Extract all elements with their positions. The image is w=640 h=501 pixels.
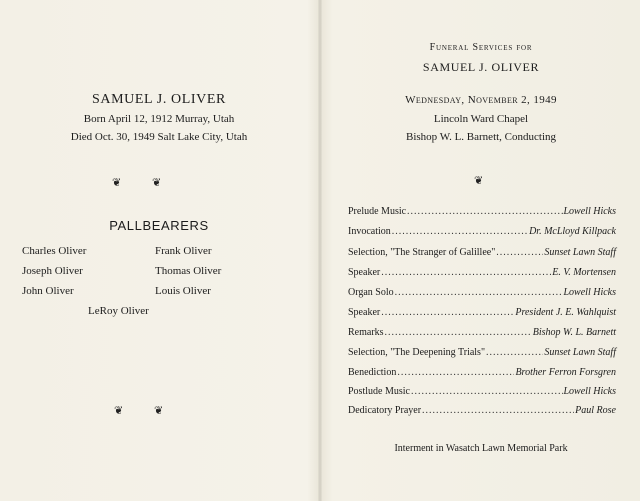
program-item: Prelude Music bbox=[348, 206, 407, 217]
floral-ornament-icon: ❦ ❦ bbox=[114, 405, 178, 417]
program-row bbox=[348, 247, 616, 261]
program-performer: Sunset Lawn Staff bbox=[544, 247, 616, 258]
program-item: Speaker bbox=[348, 307, 381, 318]
program-item: Organ Solo bbox=[348, 287, 394, 298]
leader-dots bbox=[381, 307, 514, 318]
program-item: Benediction bbox=[348, 367, 397, 378]
leader-dots bbox=[392, 226, 528, 237]
pallbearer-name: Thomas Oliver bbox=[155, 265, 222, 277]
deceased-name: SAMUEL J. OLIVER bbox=[92, 92, 226, 107]
services-title: Funeral Services for bbox=[429, 42, 533, 53]
program-performer: Dr. McLloyd Killpack bbox=[529, 226, 616, 237]
program-row bbox=[348, 267, 616, 281]
program-item: Selection, "The Deepening Trials" bbox=[348, 347, 486, 358]
leader-dots bbox=[395, 287, 563, 298]
leader-dots bbox=[407, 206, 562, 217]
chapel-name: Lincoln Ward Chapel bbox=[433, 113, 529, 125]
program-row bbox=[348, 206, 616, 220]
floral-ornament-icon: ❦ bbox=[474, 175, 498, 187]
program-row bbox=[348, 386, 616, 400]
service-date: Wednesday, November 2, 1949 bbox=[405, 94, 557, 106]
program-row bbox=[348, 287, 616, 301]
left-panel bbox=[0, 0, 318, 501]
pallbearer-name: Joseph Oliver bbox=[22, 265, 83, 277]
birth-line: Born April 12, 1912 Murray, Utah bbox=[83, 113, 235, 125]
pallbearer-name: John Oliver bbox=[22, 285, 74, 297]
pallbearer-name: Frank Oliver bbox=[155, 245, 212, 257]
leader-dots bbox=[496, 247, 543, 258]
program-performer: E. V. Mortensen bbox=[552, 267, 616, 278]
pallbearer-name: Louis Oliver bbox=[155, 285, 211, 297]
leader-dots bbox=[422, 405, 574, 416]
program-performer: Lowell Hicks bbox=[563, 206, 616, 217]
pallbearer-name: LeRoy Oliver bbox=[88, 305, 149, 317]
interment-line: Interment in Wasatch Lawn Memorial Park bbox=[394, 443, 568, 454]
program-item: Invocation bbox=[348, 226, 391, 237]
program-performer: Sunset Lawn Staff bbox=[544, 347, 616, 358]
program-performer: President J. E. Wahlquist bbox=[515, 307, 616, 318]
program-item: Selection, "The Stranger of Galillee" bbox=[348, 247, 496, 258]
program-performer: Paul Rose bbox=[575, 405, 616, 416]
program-row bbox=[348, 347, 616, 361]
floral-ornament-icon: ❦ ❦ bbox=[112, 177, 176, 189]
program-row bbox=[348, 307, 616, 321]
program-row bbox=[348, 405, 616, 419]
program-row bbox=[348, 226, 616, 240]
leader-dots bbox=[397, 367, 514, 378]
leader-dots bbox=[411, 386, 563, 397]
right-panel bbox=[322, 0, 640, 501]
program-performer: Brother Ferron Forsgren bbox=[515, 367, 616, 378]
program-item: Remarks bbox=[348, 327, 384, 338]
death-line: Died Oct. 30, 1949 Salt Lake City, Utah bbox=[70, 131, 248, 143]
program-performer: Lowell Hicks bbox=[563, 386, 616, 397]
pallbearers-title: PALLBEARERS bbox=[109, 218, 209, 233]
leader-dots bbox=[486, 347, 543, 358]
conducting-line: Bishop W. L. Barnett, Conducting bbox=[405, 131, 557, 143]
program-item: Dedicatory Prayer bbox=[348, 405, 422, 416]
program-performer: Bishop W. L. Barnett bbox=[532, 327, 616, 338]
program-performer: Lowell Hicks bbox=[563, 287, 616, 298]
services-deceased-name: SAMUEL J. OLIVER bbox=[422, 60, 540, 74]
pallbearer-name: Charles Oliver bbox=[22, 245, 87, 257]
program-row bbox=[348, 367, 616, 381]
leader-dots bbox=[381, 267, 551, 278]
program-row bbox=[348, 327, 616, 341]
program-item: Postlude Music bbox=[348, 386, 410, 397]
program-item: Speaker bbox=[348, 267, 381, 278]
leader-dots bbox=[385, 327, 532, 338]
